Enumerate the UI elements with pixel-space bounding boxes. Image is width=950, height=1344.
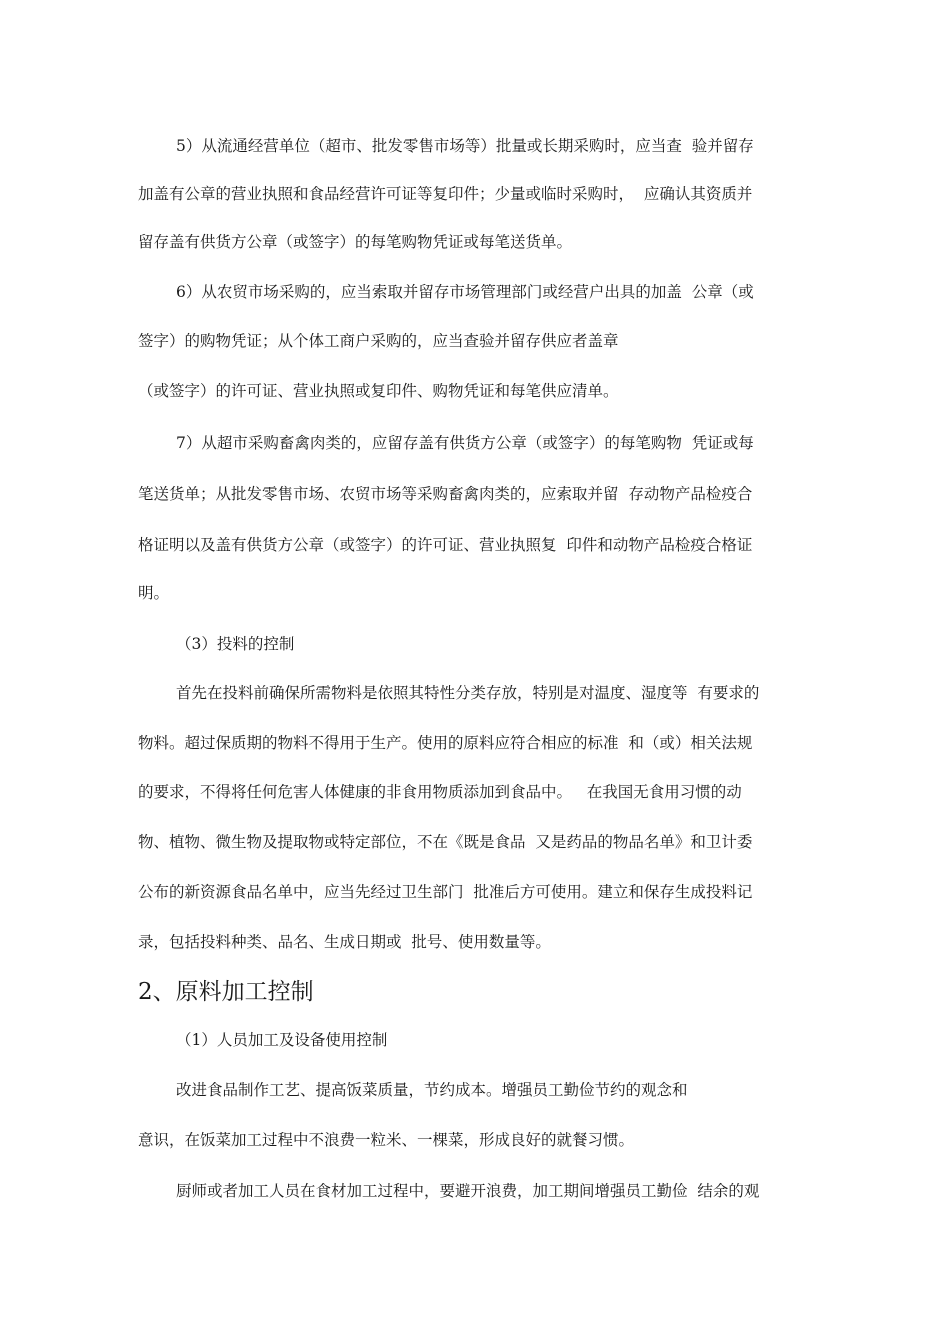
- paragraph-line: 加盖有公章的营业执照和食品经营许可证等复印件；少量或临时采购时， 应确认其资质并: [138, 185, 753, 203]
- section-heading: 2、原料加工控制: [138, 979, 314, 1005]
- paragraph-line: 格证明以及盖有供货方公章（或签字）的许可证、营业执照复 印件和动物产品检疫合格证: [138, 536, 753, 554]
- paragraph-line: （或签字）的许可证、营业执照或复印件、购物凭证和每笔供应清单。: [138, 382, 619, 400]
- paragraph-line: 公布的新资源食品名单中，应当先经过卫生部门 批准后方可使用。建立和保存生成投料记: [138, 883, 753, 901]
- paragraph-line: 物料。超过保质期的物料不得用于生产。使用的原料应符合相应的标准 和（或）相关法规: [138, 734, 753, 752]
- paragraph-line: 留存盖有供货方公章（或签字）的每笔购物凭证或每笔送货单。: [138, 233, 573, 251]
- paragraph-line: 签字）的购物凭证；从个体工商户采购的，应当查验并留存供应者盖章: [138, 332, 619, 350]
- subheading: （1）人员加工及设备使用控制: [176, 1031, 388, 1049]
- paragraph-line: 7）从超市采购畜禽肉类的，应留存盖有供货方公章（或签字）的每笔购物 凭证或每: [176, 434, 754, 452]
- paragraph-line: 意识，在饭菜加工过程中不浪费一粒米、一棵菜，形成良好的就餐习惯。: [138, 1131, 635, 1149]
- paragraph-line: 首先在投料前确保所需物料是依照其特性分类存放，特别是对温度、湿度等 有要求的: [176, 684, 760, 702]
- paragraph-line: 笔送货单；从批发零售市场、农贸市场等采购畜禽肉类的，应索取并留 存动物产品检疫合: [138, 485, 753, 503]
- paragraph-line: 6）从农贸市场采购的，应当索取并留存市场管理部门或经营户出具的加盖 公章（或: [176, 283, 754, 301]
- paragraph-line: 改进食品制作工艺、提高饭菜质量，节约成本。增强员工勤俭节约的观念和: [176, 1081, 688, 1099]
- paragraph-line: 物、植物、微生物及提取物或特定部位，不在《既是食品 又是药品的物品名单》和卫计委: [138, 833, 753, 851]
- paragraph-line: 明。: [138, 584, 170, 602]
- paragraph-line: 厨师或者加工人员在食材加工过程中，要避开浪费，加工期间增强员工勤俭 结余的观: [176, 1182, 760, 1200]
- paragraph-line: 5）从流通经营单位（超市、批发零售市场等）批量或长期采购时，应当查 验并留存: [176, 137, 754, 155]
- paragraph-line: 录，包括投料种类、品名、生成日期或 批号、使用数量等。: [138, 933, 551, 951]
- paragraph-line: 的要求，不得将任何危害人体健康的非食用物质添加到食品中。 在我国无食用习惯的动: [138, 783, 742, 801]
- subheading: （3）投料的控制: [176, 635, 295, 653]
